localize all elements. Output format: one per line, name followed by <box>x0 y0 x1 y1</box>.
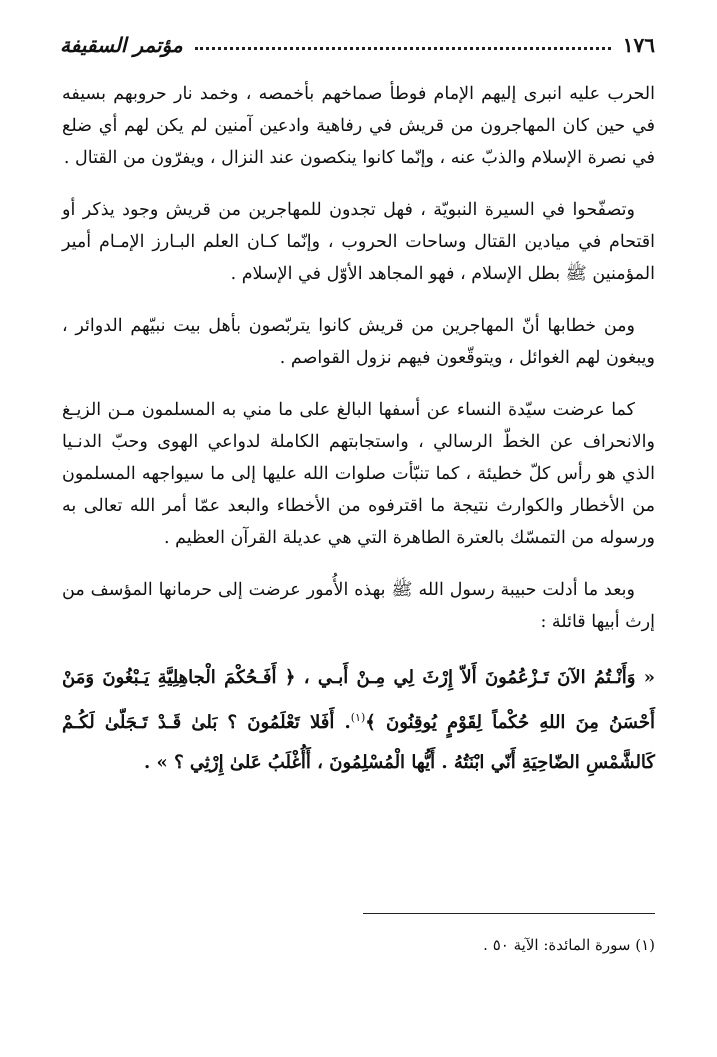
quoted-speech <box>62 658 655 783</box>
footnote: (١) سورة المائدة: الآية ٥٠ . <box>483 936 655 954</box>
page-header <box>60 28 655 62</box>
paragraph-2: وتصفّحوا في السيرة النبويّة ، فهل تجدون للمهاجرين من قريش وجود يذكر أو اقتحام في ميادين القتال وساحات الحروب ، وإنّما كـان العلم البـارز الإمـام أمير المؤمنين ﷺ بطل الإسلام ، فهو المجاهد الأوّل في الإسلام . <box>62 200 655 284</box>
footnote-reference[interactable]: (١) <box>350 711 366 724</box>
paragraph-3: ومن خطابها أنّ المهاجرين من قريش كانوا يتربّصون بأهل بيت نبيّهم الدوائر ، ويبغون لهم الغوائل ، ويتوقّعون فيهم نزول القواصم . <box>62 316 655 368</box>
page-number: ١٧٦ <box>622 33 655 57</box>
quote-part-2: . أَفَلا تَعْلَمُونَ ؟ بَلىٰ قَـدْ تَـجَلّىٰ لَكُـمْ كَالشَّمْسِ الضّاحِيَةِ أَنّي ابْنَتُهُ . أَيُّها الْمُسْلِمُونَ ، أَأُغْلَبُ عَلىٰ إِرْثِي ؟ » . <box>62 712 655 773</box>
running-book-title: مؤتمر السقيفة <box>60 33 183 57</box>
header-dotted-leader <box>195 47 611 50</box>
paragraph-5: وبعد ما أدلت حبيبة رسول الله ﷺ بهذه الأُمور عرضت إلى حرمانها المؤسف من إرث أبيها قائلة : <box>62 580 655 632</box>
footnote-divider <box>363 913 655 914</box>
body-text <box>62 78 655 803</box>
quote-part-1: « وَأَنْـتُمُ الآنَ تَـزْعُمُونَ أَلاّ إِرْثَ لِي مِـنْ أَبـي ، ﴿ أَفَـحُكْمَ الْجاهِلِيَّةِ يَـبْغُونَ وَمَنْ أَحْسَنُ مِنَ اللهِ حُكْماً لِقَوْمٍ يُوقِنُونَ ﴾ <box>62 667 655 733</box>
paragraph-4: كما عرضت سيّدة النساء عن أسفها البالغ على ما مني به المسلمون مـن الزيـغ والانحراف عن الخطّ الرسالي ، واستجابتهم الكاملة لدواعي الهوى وحبّ الدنـيا الذي هو رأس كلّ خطيئة ، كما تنبّأت صلوات الله عليها إلى ما سيواجهه المسلمون من الأخطار والكوارث نتيجة ما اقترفوه من الأخطاء والبعد عمّا أمر الله تعالى به ورسوله من التمسّك بالعترة الطاهرة التي هي عديلة القرآن العظيم . <box>62 400 655 548</box>
paragraph-1: الحرب عليه انبرى إليهم الإمام فوطأ صماخهم بأخمصه ، وخمد نار حروبهم بسيفه في حين كان المهاجرون من قريش في رفاهية وادعين آمنين لم يكن لهم أي ضلع في نصرة الإسلام والذبّ عنه ، وإنّما كانوا ينكصون عند النزال ، ويفرّون من القتال . <box>62 84 655 168</box>
